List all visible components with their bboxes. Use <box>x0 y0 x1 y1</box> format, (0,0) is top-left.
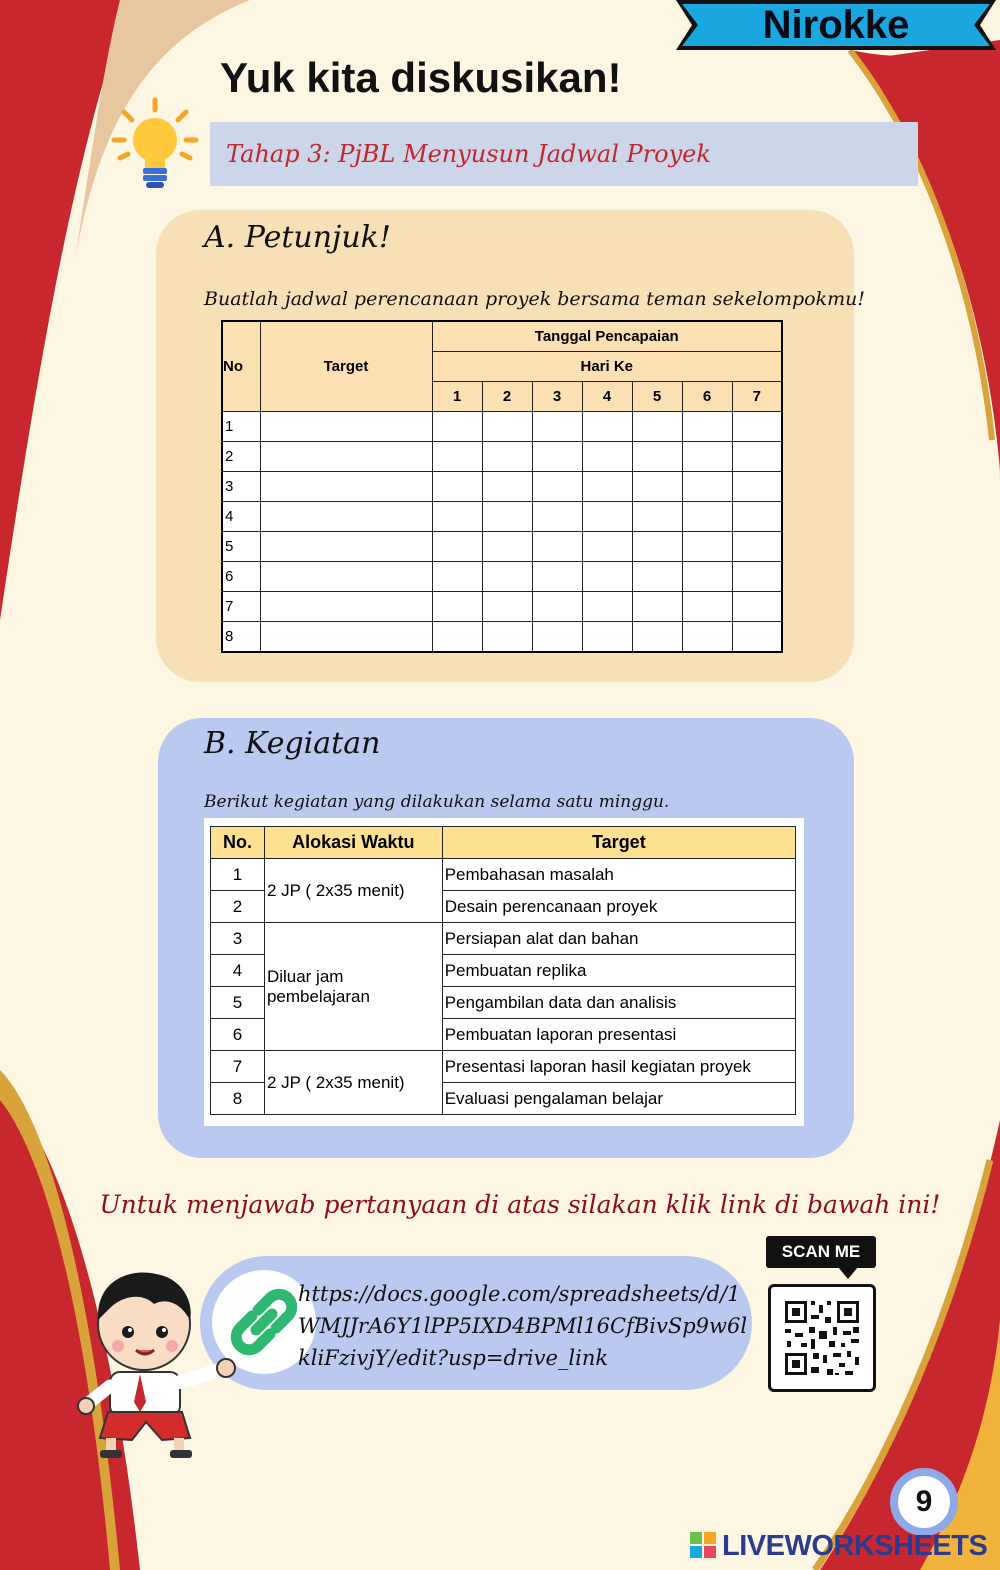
activity-number: 1 <box>211 859 265 891</box>
time-allocation: 2 JP ( 2x35 menit) <box>264 1051 442 1115</box>
day-cell[interactable] <box>682 412 732 442</box>
table-row <box>222 472 782 502</box>
target-cell[interactable] <box>260 412 432 442</box>
day-cell[interactable] <box>582 412 632 442</box>
activities-table-wrap <box>204 818 804 1126</box>
table-row <box>222 442 782 472</box>
activities-body <box>211 859 796 1115</box>
table-row <box>222 592 782 622</box>
day-cell[interactable] <box>532 592 582 622</box>
day-cell[interactable] <box>732 502 782 532</box>
day-cell[interactable] <box>732 562 782 592</box>
page-title: Yuk kita diskusikan! <box>220 54 622 101</box>
day-cell[interactable] <box>482 532 532 562</box>
table-row <box>222 502 782 532</box>
day-cell[interactable] <box>582 502 632 532</box>
activity-number: 8 <box>211 1083 265 1115</box>
activity-number: 7 <box>211 1051 265 1083</box>
day-cell[interactable] <box>432 622 482 653</box>
target-cell[interactable] <box>260 502 432 532</box>
day-cell[interactable] <box>432 412 482 442</box>
day-cell[interactable] <box>732 442 782 472</box>
day-cell[interactable] <box>532 502 582 532</box>
day-cell[interactable] <box>682 442 732 472</box>
time-allocation: 2 JP ( 2x35 menit) <box>264 859 442 923</box>
day-cell[interactable] <box>632 622 682 653</box>
spreadsheet-link[interactable]: https://docs.google.com/spreadsheets/d/1WMJJrA6Y1lPP5IXD4BPMl16CfBivSp9w6lkliFzivjY/edit?usp=drive_link <box>298 1282 748 1370</box>
day-cell[interactable] <box>632 562 682 592</box>
day-cell[interactable] <box>532 442 582 472</box>
target-cell[interactable] <box>260 442 432 472</box>
activity-target: Evaluasi pengalaman belajar <box>442 1083 795 1115</box>
day-header: 4 <box>582 382 632 412</box>
scan-me-block <box>766 1236 876 1396</box>
activity-number: 2 <box>211 891 265 923</box>
activity-number: 4 <box>211 955 265 987</box>
liveworksheets-grid-icon <box>690 1532 718 1560</box>
activity-number: 6 <box>211 1019 265 1051</box>
day-cell[interactable] <box>632 412 682 442</box>
day-header: 3 <box>532 382 582 412</box>
day-cell[interactable] <box>482 442 532 472</box>
day-cell[interactable] <box>582 622 632 653</box>
col-no-header: No <box>222 321 260 412</box>
lightbulb-icon <box>110 96 200 196</box>
day-cell[interactable] <box>682 562 732 592</box>
day-cell[interactable] <box>732 592 782 622</box>
day-cell[interactable] <box>532 562 582 592</box>
day-header: 1 <box>432 382 482 412</box>
table-row <box>222 412 782 442</box>
activity-target: Persiapan alat dan bahan <box>442 923 795 955</box>
scan-me-label: SCAN ME <box>766 1236 876 1268</box>
day-cell[interactable] <box>432 502 482 532</box>
qr-code-icon <box>771 1287 873 1389</box>
day-cell[interactable] <box>532 622 582 653</box>
day-cell[interactable] <box>432 442 482 472</box>
liveworksheets-logo[interactable] <box>690 1526 1000 1566</box>
activity-target: Pembuatan laporan presentasi <box>442 1019 795 1051</box>
brand-banner <box>676 0 996 50</box>
day-cell[interactable] <box>732 622 782 653</box>
row-number: 8 <box>222 622 260 653</box>
col-target-header: Target <box>442 827 795 859</box>
row-number: 5 <box>222 532 260 562</box>
col-target-header: Target <box>260 321 432 412</box>
page-number: 9 <box>915 1485 933 1518</box>
day-cell[interactable] <box>482 502 532 532</box>
time-allocation: Diluar jam pembelajaran <box>264 923 442 1051</box>
day-cell[interactable] <box>632 502 682 532</box>
table-row <box>211 1051 796 1083</box>
answer-prompt: Untuk menjawab pertanyaan di atas silakan klik link di bawah ini! <box>99 1190 941 1219</box>
speech-tail-icon <box>838 1267 858 1279</box>
day-cell[interactable] <box>682 502 732 532</box>
activity-number: 3 <box>211 923 265 955</box>
qr-code[interactable] <box>768 1284 876 1392</box>
activity-target: Pembuatan replika <box>442 955 795 987</box>
day-cell[interactable] <box>432 532 482 562</box>
section-b-instruction: Berikut kegiatan yang dilakukan selama satu minggu. <box>204 792 670 812</box>
day-cell[interactable] <box>482 592 532 622</box>
day-cell[interactable] <box>482 622 532 653</box>
student-character-illustration <box>70 1262 240 1462</box>
day-cell[interactable] <box>582 592 632 622</box>
day-cell[interactable] <box>582 532 632 562</box>
day-cell[interactable] <box>482 412 532 442</box>
target-cell[interactable] <box>260 622 432 653</box>
day-cell[interactable] <box>682 592 732 622</box>
activity-number: 5 <box>211 987 265 1019</box>
target-cell[interactable] <box>260 592 432 622</box>
activity-target: Desain perencanaan proyek <box>442 891 795 923</box>
stage-title: Tahap 3: PjBL Menyusun Jadwal Proyek <box>226 140 711 168</box>
row-number: 6 <box>222 562 260 592</box>
row-number: 7 <box>222 592 260 622</box>
table-row <box>222 562 782 592</box>
day-header: 2 <box>482 382 532 412</box>
day-cell[interactable] <box>632 442 682 472</box>
brand-name: Nirokke <box>762 3 910 47</box>
day-cell[interactable] <box>632 592 682 622</box>
day-cell[interactable] <box>532 532 582 562</box>
table-row <box>222 622 782 653</box>
day-cell[interactable] <box>682 472 732 502</box>
day-header: 5 <box>632 382 682 412</box>
row-number: 4 <box>222 502 260 532</box>
day-cell[interactable] <box>632 532 682 562</box>
table-row <box>211 923 796 955</box>
day-header: 6 <box>682 382 732 412</box>
activities-table <box>210 826 796 1115</box>
target-cell[interactable] <box>260 532 432 562</box>
day-cell[interactable] <box>732 412 782 442</box>
liveworksheets-text: LIVEWORKSHEETS <box>722 1530 988 1562</box>
day-cell[interactable] <box>682 622 732 653</box>
activity-target: Pengambilan data dan analisis <box>442 987 795 1019</box>
table-row <box>222 532 782 562</box>
activity-target: Presentasi laporan hasil kegiatan proyek <box>442 1051 795 1083</box>
schedule-table <box>221 320 783 653</box>
sub-header: Hari Ke <box>432 352 782 382</box>
stage-bar <box>210 122 918 186</box>
day-cell[interactable] <box>732 532 782 562</box>
row-number: 2 <box>222 442 260 472</box>
day-cell[interactable] <box>432 472 482 502</box>
day-cell[interactable] <box>532 472 582 502</box>
day-cell[interactable] <box>582 472 632 502</box>
group-header: Tanggal Pencapaian <box>432 321 782 352</box>
row-number: 1 <box>222 412 260 442</box>
day-cell[interactable] <box>482 562 532 592</box>
section-a-instruction: Buatlah jadwal perencanaan proyek bersama teman sekelompokmu! <box>204 288 865 310</box>
activity-target: Pembahasan masalah <box>442 859 795 891</box>
day-cell[interactable] <box>482 472 532 502</box>
section-a-heading: A. Petunjuk! <box>204 220 391 255</box>
section-b-heading: B. Kegiatan <box>204 726 381 761</box>
col-no-header: No. <box>211 827 265 859</box>
col-time-header: Alokasi Waktu <box>264 827 442 859</box>
day-cell[interactable] <box>532 412 582 442</box>
day-header: 7 <box>732 382 782 412</box>
day-cell[interactable] <box>682 532 732 562</box>
day-cell[interactable] <box>582 562 632 592</box>
target-cell[interactable] <box>260 472 432 502</box>
target-cell[interactable] <box>260 562 432 592</box>
day-cell[interactable] <box>632 472 682 502</box>
day-cell[interactable] <box>582 442 632 472</box>
day-cell[interactable] <box>732 472 782 502</box>
table-row <box>211 859 796 891</box>
day-cell[interactable] <box>432 562 482 592</box>
schedule-body <box>222 412 782 653</box>
day-cell[interactable] <box>432 592 482 622</box>
row-number: 3 <box>222 472 260 502</box>
